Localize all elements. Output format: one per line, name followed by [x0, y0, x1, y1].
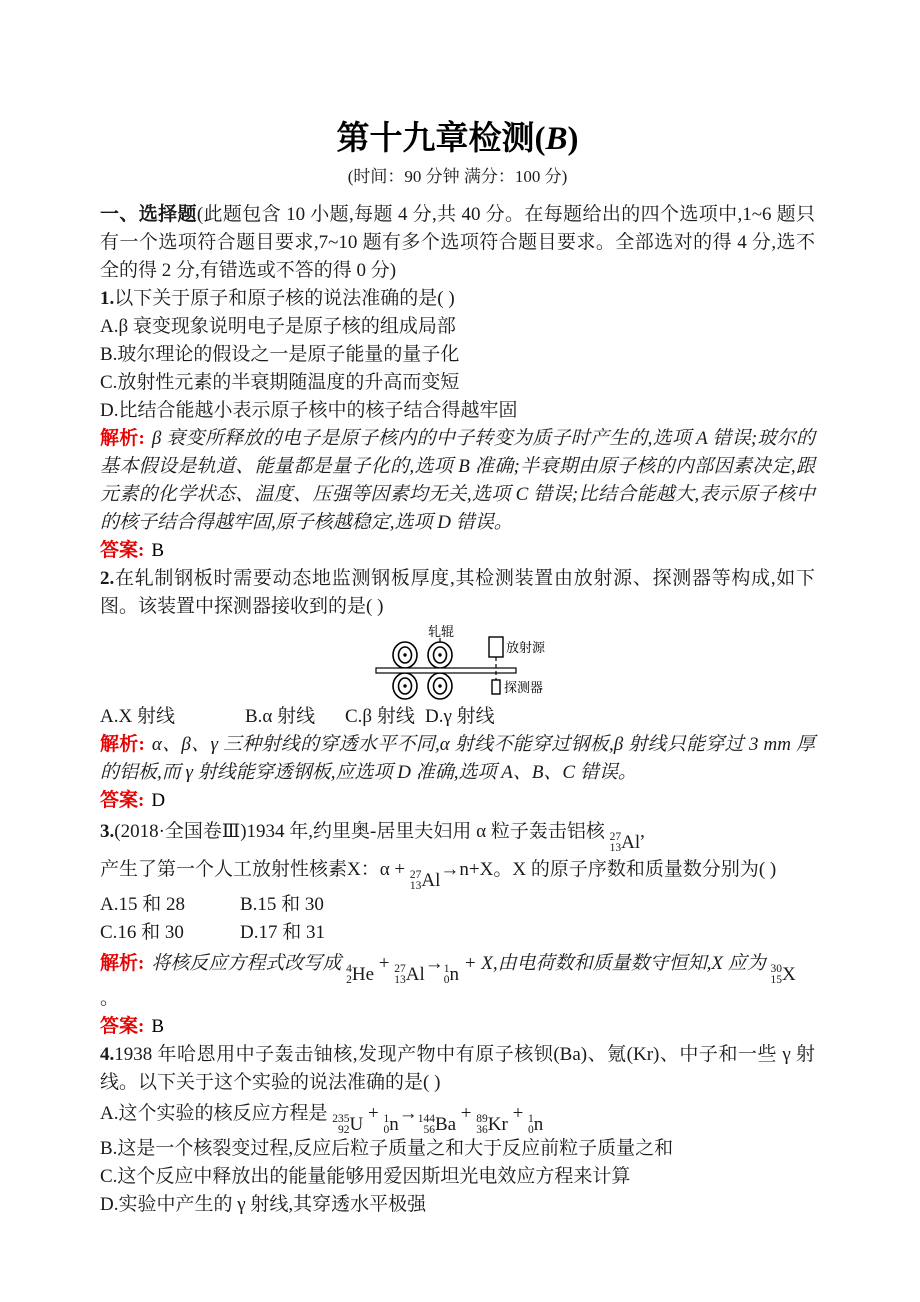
question-1-option-b: B.玻尔理论的假设之一是原子能量的量子化: [100, 344, 460, 365]
mass-number: 4: [346, 963, 352, 975]
question-4-option-b: B.这是一个核裂变过程,反应后粒子质量之和大于反应前粒子质量之和: [100, 1138, 674, 1159]
question-1-option-c: C.放射性元素的半衰期随温度的升高而变短: [100, 372, 460, 393]
plus-operator: +: [456, 1103, 477, 1124]
nuclide-n-1-0: [383, 1114, 398, 1135]
mass-number: 1: [383, 1113, 390, 1125]
roller-icon: [393, 642, 417, 668]
question-3-number: 3.: [100, 821, 115, 842]
rolling-mill-figure: [100, 621, 815, 703]
question-2-text: 在轧制钢板时需要动态地监测钢板厚度,其检测装置由放射源、探测器等构成,如下图。该装置中探测器接收到的是( ): [100, 568, 815, 617]
exam-time-score: (时间：90 分钟 满分：100 分): [347, 167, 568, 186]
reaction-arrow: →: [398, 1103, 418, 1124]
section-description: (此题包含 10 小题,每题 4 分,共 40 分。在每题给出的四个选项中,1~6 题只有一个选项符合题目要求,7~10 题有多个选项符合题目要求。全部选对的得 4 分,选不全的得 2 分,有错选或不答的得 0 分): [100, 204, 815, 281]
section-heading: [100, 201, 815, 285]
question-4-option-c: C.这个反应中释放出的能量能够用爱因斯坦光电效应方程来计算: [100, 1166, 631, 1187]
section-label: 一、选择题: [100, 204, 197, 225]
nuclide-al-27-13: [410, 870, 441, 891]
element-symbol: Kr: [487, 1114, 508, 1135]
element-symbol: n: [389, 1114, 399, 1135]
question-3-option-a: A.15 和 28: [100, 894, 185, 915]
nuclide-u-235-92: [332, 1114, 363, 1135]
nuclide-n-1-0: [528, 1114, 543, 1135]
element-symbol: Al: [421, 870, 441, 891]
mass-number: 235: [332, 1113, 350, 1125]
question-3-stem-line1: [100, 815, 815, 853]
title-paren-close: ): [567, 121, 579, 157]
nuclide-x-30-15: [771, 964, 796, 985]
question-4-text: 1938 年哈恩用中子轰击铀核,发现产物中有原子核钡(Ba)、氪(Kr)、中子和一些 γ 射线。以下关于这个实验的说法准确的是( ): [100, 1044, 815, 1093]
question-3-analysis-period: 。: [100, 988, 120, 1009]
detector-label: 探测器: [504, 680, 544, 695]
answer-value: B: [151, 540, 165, 561]
question-4-stem: [100, 1041, 815, 1097]
question-3-option-c: C.16 和 30: [100, 922, 184, 943]
question-1-analysis: [100, 425, 815, 537]
question-3-text: (2018·全国卷Ⅲ)1934 年,约里奥-居里夫妇用 α 粒子轰击铝核: [114, 821, 610, 842]
answer-value: D: [151, 790, 166, 811]
analysis-text: α、β、γ 三种射线的穿透水平不同,α 射线不能穿过钢板,β 射线只能穿过 3 mm 厚的铝板,而 γ 射线能穿透钢板,应选项 D 准确,选项 A、B、C 错误。: [100, 734, 815, 783]
question-3-answer: [100, 1013, 815, 1041]
answer-label: 答案:: [100, 1016, 145, 1037]
mass-number: 1: [443, 963, 450, 975]
analysis-label: 解析:: [100, 953, 145, 974]
analysis-label: 解析:: [100, 734, 145, 755]
atomic-number: 92: [337, 1123, 350, 1136]
question-3-text: 产生了第一个人工放射性核素X：α +: [100, 859, 410, 880]
analysis-text: 将核反应方程式改写成: [151, 953, 347, 974]
roller-icon: [428, 673, 452, 699]
nuclide-kr-89-36: [476, 1114, 508, 1135]
element-symbol: n: [449, 964, 459, 985]
detector-box: [492, 680, 500, 694]
answer-label: 答案:: [100, 540, 145, 561]
mass-number: 1: [528, 1113, 534, 1125]
question-2-option-c: C.β 射线: [345, 706, 415, 727]
plus-operator: +: [374, 953, 395, 974]
element-symbol: U: [349, 1114, 364, 1135]
atomic-number: 56: [423, 1123, 435, 1136]
title-text: 第十九章检测: [336, 119, 535, 156]
question-2-option-a: A.X 射线: [100, 706, 175, 727]
question-2-number: 2.: [100, 568, 115, 589]
question-1-stem: [100, 285, 815, 313]
question-3-options-row2: [100, 919, 815, 947]
question-2-option-b: B.α 射线: [245, 706, 316, 727]
question-4-option-a: [100, 1097, 815, 1135]
element-symbol: n: [533, 1114, 544, 1135]
atomic-number: 2: [346, 973, 352, 986]
question-3-stem-line2: [100, 853, 815, 891]
atomic-number: 13: [609, 841, 622, 854]
element-symbol: X: [782, 964, 796, 985]
atomic-number: 0: [383, 1123, 390, 1136]
question-4-option-d: D.实验中产生的 γ 射线,其穿透水平极强: [100, 1194, 427, 1215]
answer-label: 答案:: [100, 790, 145, 811]
nuclide-n-1-0: [444, 964, 459, 985]
title-letter: B: [545, 121, 568, 157]
element-symbol: Ba: [434, 1114, 457, 1135]
analysis-text: β 衰变所释放的电子是原子核内的中子转变为质子时产生的,选项 A 错误;玻尔的基本假设是轨道、能量都是量子化的,选项 B 准确;半衰期由原子核的内部因素决定,跟元素的化学状态、温度、压强等因素均无关,选项 C 错误;比结合能越大,表示原子核中的核子结合得越牢固,原子核越稳定,选项 D 错误。: [100, 428, 816, 533]
question-1-option-a: A.β 衰变现象说明电子是原子核的组成局部: [100, 316, 456, 337]
atomic-number: 0: [443, 973, 450, 986]
question-2-option-d: D.γ 射线: [425, 706, 495, 727]
analysis-label: 解析:: [100, 428, 145, 449]
question-2-answer: [100, 787, 815, 815]
plus-operator: +: [363, 1103, 384, 1124]
mass-number: 27: [409, 869, 422, 881]
rolling-mill-diagram: [370, 621, 620, 703]
nuclide-he-4-2: [346, 964, 374, 985]
atomic-number: 13: [409, 879, 422, 892]
roller-icon: [393, 673, 417, 699]
answer-value: B: [151, 1016, 165, 1037]
question-1-text: 以下关于原子和原子核的说法准确的是( ): [114, 288, 455, 309]
steel-plate: [376, 668, 516, 673]
question-1-number: 1.: [100, 288, 115, 309]
nuclide-ba-144-56: [418, 1114, 456, 1135]
mass-number: 30: [770, 963, 783, 975]
mass-number: 27: [609, 831, 622, 843]
nuclide-al-27-13: [394, 964, 425, 985]
atomic-number: 0: [528, 1123, 534, 1136]
atomic-number: 36: [476, 1123, 488, 1136]
question-3-analysis: [100, 947, 815, 985]
mass-number: 27: [394, 963, 406, 975]
page-title: [100, 118, 815, 159]
question-3-text: →n+X。X 的原子序数和质量数分别为( ): [440, 859, 777, 880]
roller-icon: [428, 642, 452, 668]
nuclide-al-27-13: [610, 832, 641, 853]
option-a-text: A.这个实验的核反应方程是: [100, 1103, 333, 1124]
plus-operator: +: [507, 1103, 529, 1124]
analysis-text: + X,由电荷数和质量数守恒知,X 应为: [458, 953, 771, 974]
atomic-number: 15: [770, 973, 783, 986]
radiation-source-box: [489, 637, 503, 657]
mass-number: 89: [476, 1113, 488, 1125]
question-1-option-d: D.比结合能越小表示原子核中的核子结合得越牢固: [100, 400, 518, 421]
reaction-arrow: →: [424, 953, 444, 974]
title-paren-open: (: [534, 121, 546, 157]
question-2-analysis: [100, 731, 815, 787]
question-3-text: ,: [640, 821, 645, 842]
question-3-option-b: B.15 和 30: [240, 894, 324, 915]
element-symbol: Al: [405, 964, 425, 985]
question-3-option-d: D.17 和 31: [240, 922, 325, 943]
element-symbol: Al: [621, 832, 641, 853]
roller-label: 轧辊: [427, 624, 455, 639]
question-2-stem: [100, 565, 815, 621]
mass-number: 144: [417, 1113, 435, 1125]
question-2-options: [100, 703, 815, 731]
element-symbol: He: [351, 964, 374, 985]
question-3-options-row1: [100, 891, 815, 919]
atomic-number: 13: [394, 973, 406, 986]
radiation-source-label: 放射源: [506, 640, 546, 655]
question-1-answer: [100, 537, 815, 565]
question-4-number: 4.: [100, 1044, 115, 1065]
